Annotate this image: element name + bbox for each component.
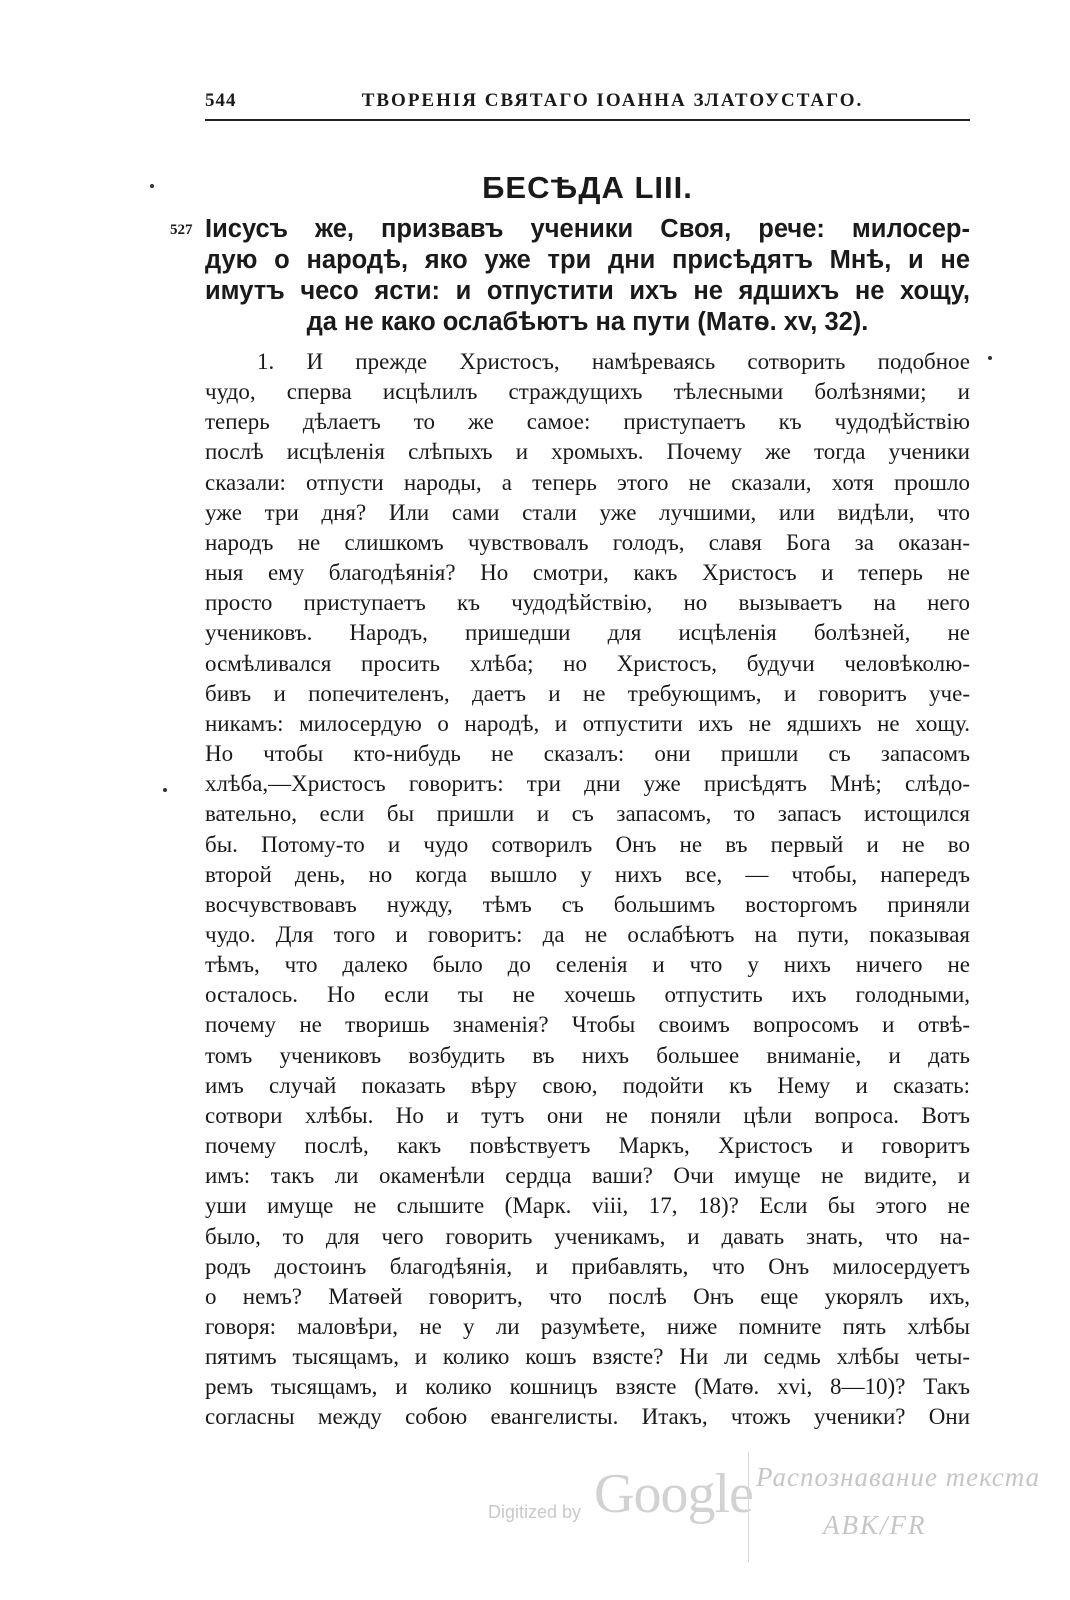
running-title: ТВОРЕНІЯ СВЯТАГО ІОАННА ЗЛАТОУСТАГО. bbox=[361, 90, 864, 111]
sermon-title: БЕСѢДА LIII. bbox=[482, 170, 693, 205]
epigraph bbox=[205, 214, 970, 338]
text-line: 1. И прежде Христосъ, намѣреваясь сотворить подобное bbox=[257, 349, 970, 374]
text-line: просто приступаетъ къ чудодѣйствію, но вызываетъ на него bbox=[205, 590, 970, 616]
google-logo: Google bbox=[594, 1463, 753, 1525]
text-line: согласны между собою евангелисты. Итакъ, чтожъ ученики? Они bbox=[205, 1404, 970, 1430]
text-line: чудо. Для того и говоритъ: да не ослабѣютъ на пути, показывая bbox=[205, 921, 970, 947]
text-line: никамъ: милосердую о народѣ, и отпустити ихъ не ядшихъ не хощу. bbox=[205, 710, 970, 736]
text-line: чудо, сперва исцѣлилъ страждущихъ тѣлесными болѣзнями; и bbox=[205, 379, 970, 405]
print-speck bbox=[988, 356, 992, 360]
text-line: второй день, но когда вышло у нихъ все, — чтобы, напередъ bbox=[205, 861, 970, 887]
watermark-divider bbox=[748, 1452, 749, 1562]
header-rule bbox=[205, 119, 970, 121]
text-line: теперь дѣлаетъ то же самое: приступаетъ къ чудодѣйствію bbox=[205, 409, 970, 435]
text-line: говоря: маловѣри, не у ли разумѣете, ниже помните пять хлѣбы bbox=[205, 1314, 970, 1339]
text-line: бы. Потому-то и чудо сотворилъ Онъ не въ первый и не во bbox=[205, 831, 970, 857]
text-line: осмѣливался просить хлѣба; но Христосъ, будучи человѣколю- bbox=[205, 650, 970, 676]
text-line: ремъ тысящамъ, и колико кошницъ взясте (Матѳ. xvi, 8—10)? Такъ bbox=[205, 1374, 970, 1400]
epigraph-line: да не како ослабѣютъ на пути (Матѳ. xv, 32). bbox=[306, 308, 869, 336]
margin-number: 527 bbox=[170, 222, 193, 238]
text-line: пятимъ тысящамъ, и колико кошъ взясте? Ни ли седмь хлѣбы четы- bbox=[205, 1344, 970, 1370]
body-text bbox=[205, 347, 970, 1433]
text-line: о немъ? Матѳей говоритъ, что послѣ Онъ еще укорялъ ихъ, bbox=[205, 1283, 970, 1309]
text-line: ныя ему благодѣянія? Но смотри, какъ Христосъ и теперь не bbox=[205, 560, 970, 586]
text-line: родъ достоинъ благодѣянія, и прибавлять, что Онъ милосердуетъ bbox=[205, 1253, 970, 1279]
text-line: бивъ и попечителенъ, даетъ и не требующимъ, и говоритъ уче- bbox=[205, 680, 970, 706]
text-line: почему не творишь знаменія? Чтобы своимъ вопросомъ и отвѣ- bbox=[205, 1012, 970, 1038]
text-line: тѣмъ, что далеко было до селенія и что у нихъ ничего не bbox=[205, 952, 970, 978]
google-watermark bbox=[488, 1452, 1048, 1572]
text-line: народъ не слишкомъ чувствовалъ голодъ, славя Бога за оказан- bbox=[205, 529, 970, 555]
text-line: почему послѣ, какъ повѣствуетъ Маркъ, Христосъ и говоритъ bbox=[205, 1133, 970, 1159]
text-line: сотвори хлѣбы. Но и тутъ они не поняли цѣли вопроса. Вотъ bbox=[205, 1102, 970, 1128]
running-head bbox=[205, 90, 970, 112]
text-line: учениковъ. Народъ, пришедши для исцѣленія болѣзней, не bbox=[205, 620, 970, 646]
epigraph-line: дую о народѣ, яко уже три дни присѣдятъ Мнѣ, и не bbox=[205, 246, 970, 274]
digitized-by-label: Digitized by bbox=[488, 1502, 582, 1522]
text-line: уже три дня? Или сами стали уже лучшими, или видѣли, что bbox=[205, 499, 970, 525]
print-speck bbox=[163, 788, 167, 792]
text-line: послѣ исцѣленія слѣпыхъ и хромыхъ. Почему же тогда ученики bbox=[205, 439, 970, 465]
text-line: вательно, если бы пришли и съ запасомъ, то запасъ истощился bbox=[205, 801, 970, 827]
text-line: Но чтобы кто-нибудь не сказалъ: они пришли съ запасомъ bbox=[205, 741, 970, 767]
ocr-credit-line-2: ABK/FR bbox=[823, 1510, 927, 1540]
epigraph-line: имутъ чесо ясти: и отпустити ихъ не ядшихъ не хощу, bbox=[205, 277, 970, 305]
text-line: восчувствовавъ нужду, тѣмъ съ большимъ восторгомъ приняли bbox=[205, 891, 970, 917]
text-line: хлѣба,—Христосъ говоритъ: три дни уже присѣдятъ Мнѣ; слѣдо- bbox=[205, 771, 970, 797]
text-line: осталось. Но если ты не хочешь отпустить ихъ голодными, bbox=[205, 982, 970, 1008]
ocr-credit-line-1: Распознавание текста bbox=[756, 1462, 1041, 1492]
print-speck bbox=[150, 184, 154, 188]
epigraph-line: Іисусъ же, призвавъ ученики Своя, рече: милосер- bbox=[205, 215, 970, 243]
text-line: уши имуще не слышите (Марк. viii, 17, 18)? Если бы этого не bbox=[205, 1193, 970, 1219]
text-line: было, то для чего говорить ученикамъ, и давать знать, что на- bbox=[205, 1223, 970, 1249]
page-number: 544 bbox=[205, 90, 237, 111]
text-line: сказали: отпусти народы, а теперь этого не сказали, хотя прошло bbox=[205, 469, 970, 495]
text-line: имъ: такъ ли окаменѣли сердца ваши? Очи имуще не видите, и bbox=[205, 1163, 970, 1189]
text-line: томъ учениковъ возбудить въ нихъ большее вниманіе, и дать bbox=[205, 1042, 970, 1068]
text-line: имъ случай показать вѣру свою, подойти къ Нему и сказать: bbox=[205, 1072, 970, 1098]
